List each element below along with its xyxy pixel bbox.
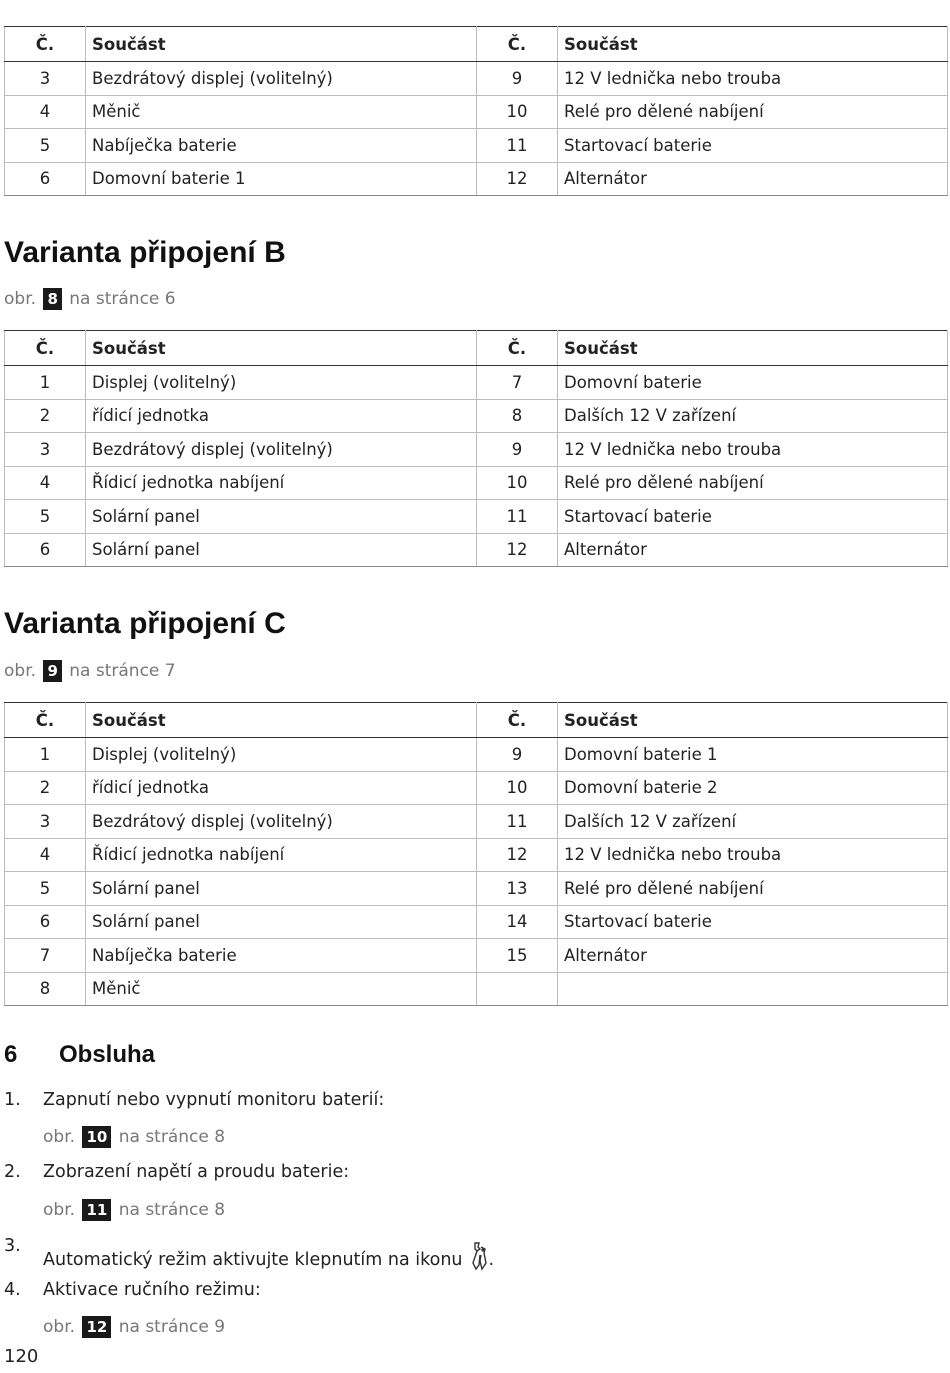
table-row bbox=[5, 62, 948, 96]
figure-number-badge: 9 bbox=[43, 660, 61, 682]
step-text: Automatický režim aktivujte klepnutím na ikonu bbox=[43, 1250, 463, 1270]
figure-reference bbox=[43, 1199, 225, 1221]
ref-suffix: na stránce 9 bbox=[118, 1317, 226, 1337]
step-number: 3. bbox=[4, 1236, 21, 1256]
item-part: Nabíječka baterie bbox=[86, 129, 477, 163]
step-text: Zobrazení napětí a proudu baterie: bbox=[43, 1162, 350, 1182]
header-number: Č. bbox=[5, 27, 86, 62]
table-row bbox=[5, 366, 948, 400]
item-number: 12 bbox=[477, 162, 558, 196]
ref-suffix: na stránce 8 bbox=[118, 1200, 226, 1220]
item-number: 6 bbox=[5, 905, 86, 939]
item-part: 12 V lednička nebo trouba bbox=[558, 62, 948, 96]
ref-suffix: na stránce 7 bbox=[69, 661, 176, 681]
item-number: 8 bbox=[5, 972, 86, 1006]
table-row bbox=[5, 162, 948, 196]
ref-prefix: obr. bbox=[43, 1127, 76, 1147]
parts-table-a bbox=[4, 26, 948, 196]
table-row bbox=[5, 129, 948, 163]
item-number: 9 bbox=[477, 738, 558, 772]
header-number: Č. bbox=[477, 27, 558, 62]
item-number: 10 bbox=[477, 771, 558, 805]
item-part: Řídicí jednotka nabíjení bbox=[86, 466, 477, 500]
item-number: 4 bbox=[5, 95, 86, 129]
table-row bbox=[5, 500, 948, 534]
table-row bbox=[5, 466, 948, 500]
step-number: 1. bbox=[4, 1090, 21, 1110]
item-part: Dalších 12 V zařízení bbox=[558, 399, 948, 433]
item-part: Bezdrátový displej (volitelný) bbox=[86, 62, 477, 96]
item-part: řídicí jednotka bbox=[86, 399, 477, 433]
item-number: 8 bbox=[477, 399, 558, 433]
item-part: Solární panel bbox=[86, 533, 477, 567]
item-part: Alternátor bbox=[558, 533, 948, 567]
item-part: Startovací baterie bbox=[558, 129, 948, 163]
step-item bbox=[4, 1236, 494, 1276]
table-header-row bbox=[5, 27, 948, 62]
page-number: 120 bbox=[4, 1346, 39, 1367]
step-number: 4. bbox=[4, 1280, 21, 1300]
item-number: 5 bbox=[5, 129, 86, 163]
item-part: Alternátor bbox=[558, 939, 948, 973]
item-number: 5 bbox=[5, 500, 86, 534]
item-part: Měnič bbox=[86, 95, 477, 129]
figure-reference bbox=[43, 1126, 225, 1148]
variant-c-heading: Varianta připojení C bbox=[4, 607, 286, 640]
item-part: Displej (volitelný) bbox=[86, 738, 477, 772]
table-row bbox=[5, 95, 948, 129]
item-part: Displej (volitelný) bbox=[86, 366, 477, 400]
item-number: 7 bbox=[5, 939, 86, 973]
item-part: Bezdrátový displej (volitelný) bbox=[86, 805, 477, 839]
item-number: 6 bbox=[5, 533, 86, 567]
header-number: Č. bbox=[5, 331, 86, 366]
item-part: Relé pro dělené nabíjení bbox=[558, 466, 948, 500]
ref-prefix: obr. bbox=[43, 1200, 76, 1220]
tools-icon bbox=[469, 1241, 489, 1276]
ref-suffix: na stránce 6 bbox=[69, 289, 176, 309]
item-number: 1 bbox=[5, 366, 86, 400]
item-part: Měnič bbox=[86, 972, 477, 1006]
table-row bbox=[5, 805, 948, 839]
figure-number-badge: 12 bbox=[82, 1316, 111, 1338]
table-row bbox=[5, 399, 948, 433]
parts-table-c bbox=[4, 702, 948, 1006]
header-number: Č. bbox=[477, 331, 558, 366]
header-number: Č. bbox=[477, 703, 558, 738]
table-row bbox=[5, 433, 948, 467]
item-part: řídicí jednotka bbox=[86, 771, 477, 805]
item-number: 12 bbox=[477, 533, 558, 567]
item-number: 11 bbox=[477, 129, 558, 163]
table-row bbox=[5, 972, 948, 1006]
item-number: 6 bbox=[5, 162, 86, 196]
item-number: 13 bbox=[477, 872, 558, 906]
variant-b-heading: Varianta připojení B bbox=[4, 236, 286, 269]
item-number: 12 bbox=[477, 838, 558, 872]
header-part: Součást bbox=[86, 27, 477, 62]
item-part bbox=[558, 972, 948, 1006]
header-part: Součást bbox=[86, 331, 477, 366]
figure-reference bbox=[4, 288, 176, 310]
item-part: Domovní baterie 1 bbox=[558, 738, 948, 772]
item-number: 11 bbox=[477, 500, 558, 534]
figure-number-badge: 11 bbox=[82, 1199, 111, 1221]
item-number: 2 bbox=[5, 399, 86, 433]
table-header-row bbox=[5, 331, 948, 366]
table-row bbox=[5, 838, 948, 872]
step-item bbox=[4, 1280, 261, 1300]
ref-suffix: na stránce 8 bbox=[118, 1127, 226, 1147]
item-part: Solární panel bbox=[86, 500, 477, 534]
item-number: 9 bbox=[477, 62, 558, 96]
item-number: 2 bbox=[5, 771, 86, 805]
item-part: Bezdrátový displej (volitelný) bbox=[86, 433, 477, 467]
table-row bbox=[5, 939, 948, 973]
item-part: Startovací baterie bbox=[558, 905, 948, 939]
section-number: 6 bbox=[4, 1041, 18, 1068]
item-number: 10 bbox=[477, 95, 558, 129]
table-row bbox=[5, 771, 948, 805]
item-number bbox=[477, 972, 558, 1006]
item-number: 3 bbox=[5, 62, 86, 96]
figure-reference bbox=[4, 660, 176, 682]
item-number: 7 bbox=[477, 366, 558, 400]
header-part: Součást bbox=[558, 27, 948, 62]
item-number: 15 bbox=[477, 939, 558, 973]
header-number: Č. bbox=[5, 703, 86, 738]
item-part: Řídicí jednotka nabíjení bbox=[86, 838, 477, 872]
item-part: Relé pro dělené nabíjení bbox=[558, 95, 948, 129]
ref-prefix: obr. bbox=[4, 289, 37, 309]
figure-reference bbox=[43, 1316, 225, 1338]
header-part: Součást bbox=[558, 331, 948, 366]
header-part: Součást bbox=[558, 703, 948, 738]
table-header-row bbox=[5, 703, 948, 738]
item-number: 4 bbox=[5, 838, 86, 872]
item-part: Solární panel bbox=[86, 905, 477, 939]
item-number: 14 bbox=[477, 905, 558, 939]
item-number: 3 bbox=[5, 433, 86, 467]
section-heading bbox=[4, 1041, 155, 1069]
step-item bbox=[4, 1162, 349, 1182]
table-row bbox=[5, 872, 948, 906]
item-number: 1 bbox=[5, 738, 86, 772]
step-text-end: . bbox=[488, 1250, 495, 1270]
item-number: 11 bbox=[477, 805, 558, 839]
item-part: Alternátor bbox=[558, 162, 948, 196]
item-part: Startovací baterie bbox=[558, 500, 948, 534]
table-row bbox=[5, 738, 948, 772]
section-title: Obsluha bbox=[59, 1041, 156, 1068]
ref-prefix: obr. bbox=[43, 1317, 76, 1337]
item-number: 4 bbox=[5, 466, 86, 500]
item-number: 9 bbox=[477, 433, 558, 467]
item-part: Dalších 12 V zařízení bbox=[558, 805, 948, 839]
item-part: Relé pro dělené nabíjení bbox=[558, 872, 948, 906]
step-number: 2. bbox=[4, 1162, 21, 1182]
item-part: Solární panel bbox=[86, 872, 477, 906]
table-row bbox=[5, 905, 948, 939]
item-part: Domovní baterie 1 bbox=[86, 162, 477, 196]
figure-number-badge: 8 bbox=[43, 288, 61, 310]
table-row bbox=[5, 533, 948, 567]
header-part: Součást bbox=[86, 703, 477, 738]
step-text: Aktivace ručního režimu: bbox=[43, 1280, 261, 1300]
item-number: 10 bbox=[477, 466, 558, 500]
item-part: 12 V lednička nebo trouba bbox=[558, 838, 948, 872]
item-part: 12 V lednička nebo trouba bbox=[558, 433, 948, 467]
ref-prefix: obr. bbox=[4, 661, 37, 681]
step-item bbox=[4, 1090, 384, 1110]
item-part: Nabíječka baterie bbox=[86, 939, 477, 973]
step-text: Zapnutí nebo vypnutí monitoru baterií: bbox=[43, 1090, 385, 1110]
parts-table-b bbox=[4, 330, 948, 567]
item-part: Domovní baterie bbox=[558, 366, 948, 400]
item-number: 3 bbox=[5, 805, 86, 839]
figure-number-badge: 10 bbox=[82, 1126, 111, 1148]
item-number: 5 bbox=[5, 872, 86, 906]
item-part: Domovní baterie 2 bbox=[558, 771, 948, 805]
